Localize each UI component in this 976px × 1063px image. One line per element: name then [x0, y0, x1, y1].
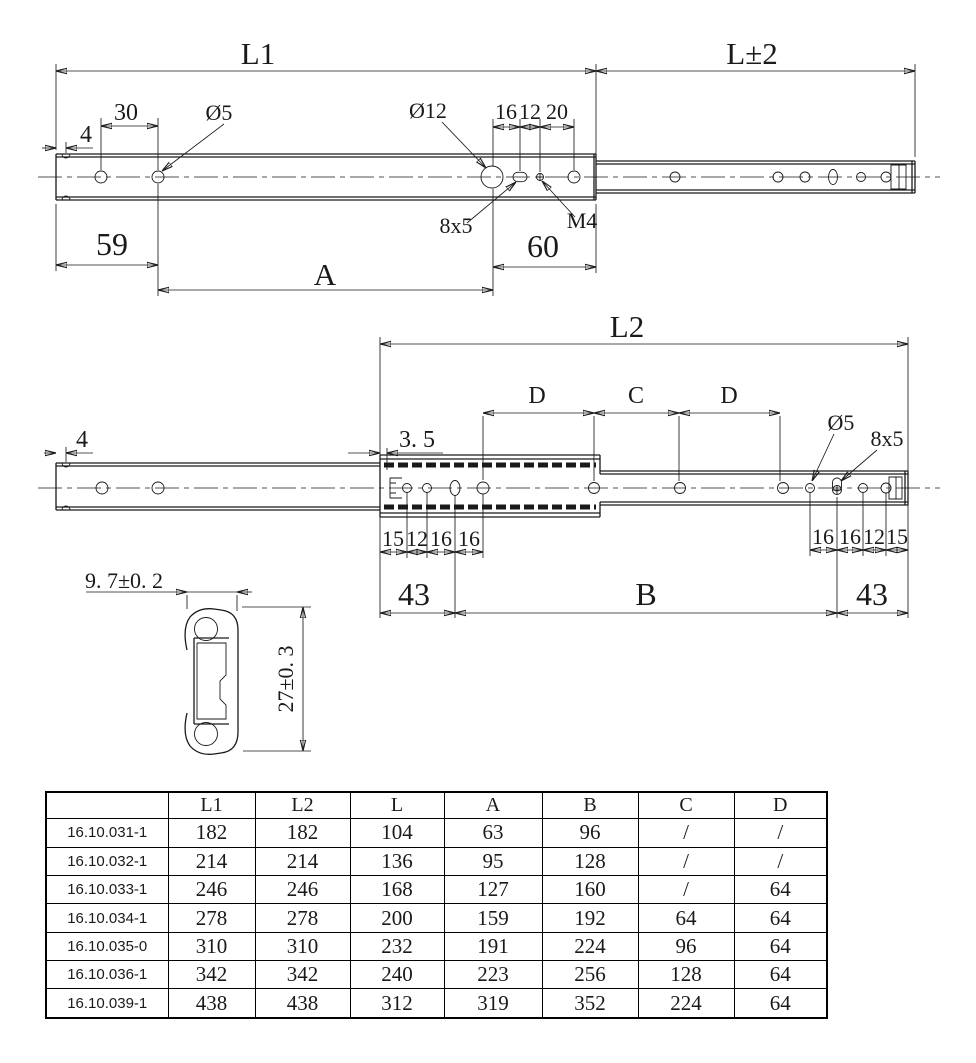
header-d: D — [734, 792, 827, 819]
table-row — [46, 989, 827, 1018]
table-row — [46, 847, 827, 875]
value-cell: 256 — [542, 961, 638, 989]
value-cell: 192 — [542, 904, 638, 932]
value-cell: 246 — [255, 875, 350, 903]
value-cell: 96 — [542, 819, 638, 847]
length-dimensions — [56, 64, 915, 157]
dia12-leader — [442, 122, 486, 168]
dim-12-label: 12 — [519, 99, 541, 124]
value-cell: 191 — [444, 932, 542, 960]
table-row — [46, 875, 827, 903]
table-row — [46, 819, 827, 847]
dim-30-label: 30 — [114, 100, 138, 126]
value-cell: 214 — [168, 847, 255, 875]
dim-16-label: 16 — [495, 99, 517, 124]
value-cell: 182 — [255, 819, 350, 847]
dia5-mid-label: Ø5 — [827, 410, 855, 435]
slide-assembly-profile — [380, 455, 600, 517]
value-cell: / — [638, 847, 734, 875]
dim-43-right-label: 43 — [856, 576, 888, 612]
slot-8x5-mid-label: 8x5 — [870, 426, 904, 451]
model-cell: 16.10.036-1 — [46, 961, 168, 989]
dim-width — [86, 592, 252, 611]
value-cell: 159 — [444, 904, 542, 932]
middle-view — [38, 309, 940, 618]
model-cell: 16.10.032-1 — [46, 847, 168, 875]
slot-8x5-mid-leader — [841, 450, 877, 481]
right-chain-1: 16 — [839, 524, 861, 549]
ball-top — [195, 618, 218, 641]
dim-43-left-label: 43 — [398, 576, 430, 612]
dim-4-mid-label: 4 — [76, 427, 88, 453]
table-header-row — [46, 792, 827, 819]
value-cell: 64 — [638, 904, 734, 932]
value-cell: 64 — [734, 932, 827, 960]
header-l: L — [350, 792, 444, 819]
top-view — [38, 36, 940, 296]
value-cell: / — [638, 875, 734, 903]
cross-section-view — [85, 568, 311, 754]
value-cell: 232 — [350, 932, 444, 960]
model-cell: 16.10.034-1 — [46, 904, 168, 932]
dim-l-tol-label: L±2 — [726, 36, 778, 71]
dim-20-label: 20 — [546, 99, 568, 124]
value-cell: 240 — [350, 961, 444, 989]
value-cell: / — [734, 847, 827, 875]
value-cell: 64 — [734, 989, 827, 1018]
left-chain-1: 12 — [406, 526, 428, 551]
section-profile — [185, 609, 238, 755]
model-cell: 16.10.035-0 — [46, 932, 168, 960]
value-cell: 64 — [734, 961, 827, 989]
header-l2: L2 — [255, 792, 350, 819]
value-cell: 64 — [734, 875, 827, 903]
value-cell: 310 — [255, 932, 350, 960]
value-cell: 352 — [542, 989, 638, 1018]
value-cell: 310 — [168, 932, 255, 960]
value-cell: 168 — [350, 875, 444, 903]
dia5-label: Ø5 — [205, 100, 233, 125]
value-cell: 64 — [734, 904, 827, 932]
header-c: C — [638, 792, 734, 819]
dia12-label: Ø12 — [409, 98, 447, 123]
value-cell: 438 — [168, 989, 255, 1018]
value-cell: / — [638, 819, 734, 847]
value-cell: 104 — [350, 819, 444, 847]
header-model — [46, 792, 168, 819]
dim-l1-label: L1 — [240, 36, 276, 71]
value-cell: 246 — [168, 875, 255, 903]
left-chain-dims — [380, 492, 483, 618]
left-chain-0: 15 — [382, 526, 404, 551]
slot-8x5-label: 8x5 — [439, 213, 473, 238]
model-cell: 16.10.031-1 — [46, 819, 168, 847]
left-chain-3: 16 — [458, 526, 480, 551]
value-cell: 136 — [350, 847, 444, 875]
dim-l2-label: L2 — [609, 309, 645, 344]
value-cell: 128 — [638, 961, 734, 989]
value-cell: 127 — [444, 875, 542, 903]
value-cell: 312 — [350, 989, 444, 1018]
value-cell: 224 — [542, 932, 638, 960]
value-cell: 342 — [168, 961, 255, 989]
value-cell: 182 — [168, 819, 255, 847]
value-cell: 438 — [255, 989, 350, 1018]
dim-3-5-label: 3. 5 — [399, 427, 435, 453]
value-cell: 319 — [444, 989, 542, 1018]
value-cell: 278 — [168, 904, 255, 932]
model-cell: 16.10.039-1 — [46, 989, 168, 1018]
value-cell: 128 — [542, 847, 638, 875]
header-a: A — [444, 792, 542, 819]
dim-60-label: 60 — [527, 228, 559, 264]
value-cell: 342 — [255, 961, 350, 989]
m4-label: M4 — [566, 208, 598, 233]
table-row — [46, 961, 827, 989]
dim-c-label: C — [627, 383, 645, 409]
chain-16-12-20 — [493, 119, 574, 172]
table-row — [46, 932, 827, 960]
right-chain-3: 15 — [886, 524, 908, 549]
dim-a-label: A — [313, 257, 337, 292]
spec-table — [45, 791, 828, 1019]
value-cell: 200 — [350, 904, 444, 932]
ball-bottom — [195, 723, 218, 746]
dim-59-label: 59 — [96, 226, 128, 262]
value-cell: 96 — [638, 932, 734, 960]
header-b: B — [542, 792, 638, 819]
model-cell: 16.10.033-1 — [46, 875, 168, 903]
value-cell: 63 — [444, 819, 542, 847]
value-cell: / — [734, 819, 827, 847]
dim-4-label: 4 — [80, 122, 92, 148]
dim-b-label: B — [635, 576, 657, 612]
table-row — [46, 904, 827, 932]
dia5-leader — [162, 124, 224, 171]
header-l1: L1 — [168, 792, 255, 819]
dim-d-left-label: D — [528, 383, 546, 409]
dim-width-label: 9. 7±0. 2 — [84, 568, 164, 593]
right-chain-0: 16 — [812, 524, 834, 549]
value-cell: 95 — [444, 847, 542, 875]
right-chain-2: 12 — [863, 524, 885, 549]
dim-height-label: 27±0. 3 — [273, 645, 298, 713]
dim-d-right-label: D — [720, 383, 738, 409]
value-cell: 278 — [255, 904, 350, 932]
left-chain-2: 16 — [430, 526, 452, 551]
value-cell: 223 — [444, 961, 542, 989]
value-cell: 160 — [542, 875, 638, 903]
value-cell: 224 — [638, 989, 734, 1018]
extended-rail-profile — [56, 463, 380, 510]
value-cell: 214 — [255, 847, 350, 875]
